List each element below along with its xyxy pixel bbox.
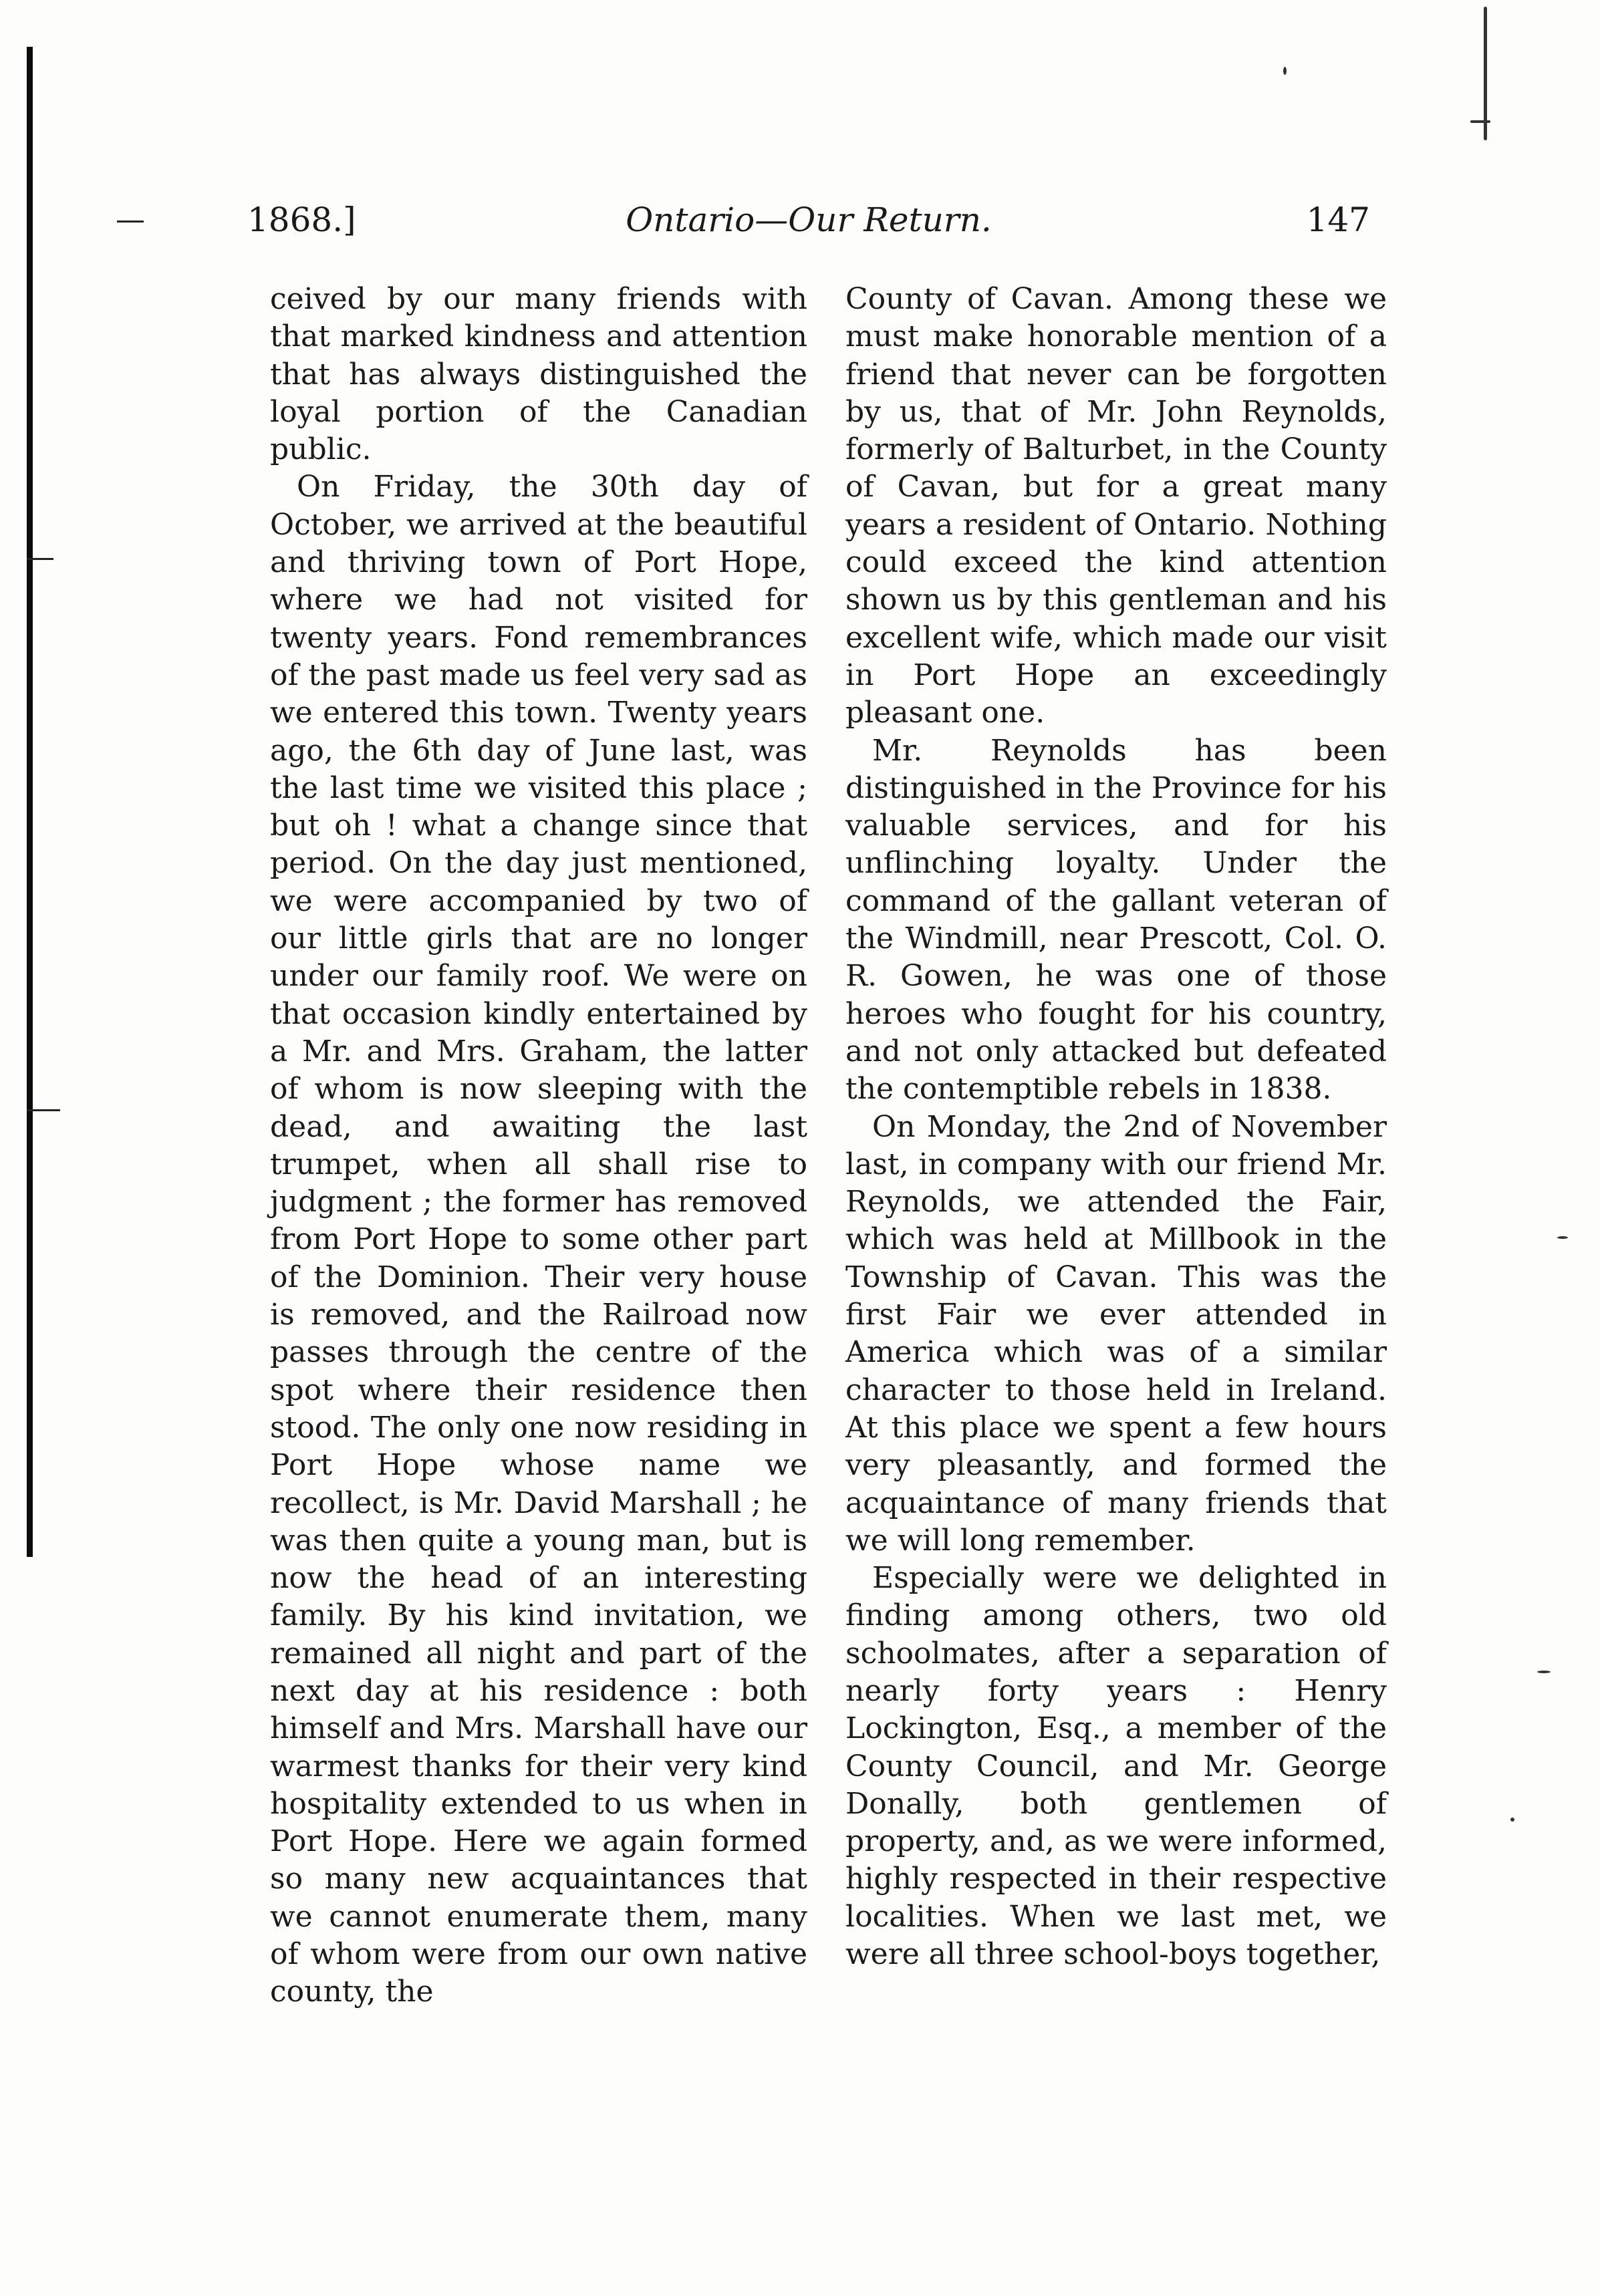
binding-mark [27,1109,60,1111]
paragraph: ceived by our many friends with that marked kindness and attention that has always distinguished the loyal portion of the Canadian public. [270,282,807,467]
right-column [845,281,1387,1973]
ink-speck [1537,1671,1551,1673]
paragraph: Especially were we delighted in finding among others, two old schoolmates, after a separation of nearly forty years : Henry Lockington, Esq., a member of the County Council, and Mr. George Donally, both gentlemen of property, and, as we were informed, highly respected in their respective localities. When we last met, we were all three school-boys together, [845,1561,1387,1972]
paragraph: Mr. Reynolds has been distinguished in the Province for his valuable services, and for his unflinching loyalty. Under the command of the gallant veteran of the Windmill, near Prescott, Col. O. R. Gowen, he was one of those heroes who fought for his country, and not only attacked but defeated the contemptible rebels in 1838. [845,733,1387,1107]
running-header [247,200,1370,254]
page-edge-bar [27,47,33,1557]
paragraph: On Friday, the 30th day of October, we arrived at the beautiful and thriving town of Port Hope, where we had not visited for twenty years. Fond remembrances of the past made us feel very sad as we entered this town. Twenty years ago, the 6th day of June last, was the last time we visited this place ; but oh ! what a change since that period. On the day just mentioned, we were accompanied by two of our little girls that are no longer under our family roof. We were on that occasion kindly entertained by a Mr. and Mrs. Graham, the latter of whom is now sleeping with the dead, and awaiting the last trumpet, when all shall rise to judgment ; the former has removed from Port Hope to some other part of the Dominion. Their very house is removed, and the Railroad now passes through the centre of the spot where their residence then stood. The only one now residing in Port Hope whose name we recollect, is Mr. David Marshall ; he was then quite a young man, but is now the head of an interesting family. By his kind invitation, we remained all night and part of the next day at his residence : both himself and Mrs. Marshall have our warmest thanks for their very kind hospitality extended to us when in Port Hope. Here we again formed so many new acquaintances that we cannot enumerate them, many of whom were from our own native county, the [270,470,807,2009]
page-number: 147 [1306,200,1370,239]
ink-speck [1510,1818,1514,1822]
ink-speck [1283,67,1287,75]
running-title: Ontario—Our Return. [626,200,992,239]
left-column [270,281,807,2011]
ink-speck [1557,1236,1568,1239]
paragraph: County of Cavan. Among these we must make honorable mention of a friend that never can be forgotten by us, that of Mr. John Reynolds, formerly of Balturbet, in the County of Cavan, but for a great many years a resident of Ontario. Nothing could exceed the kind attention shown us by this gentleman and his excellent wife, which made our visit in Port Hope an exceedingly pleasant one. [845,282,1387,730]
ink-speck [1470,120,1490,123]
binding-mark [117,221,144,223]
binding-mark [27,558,53,560]
header-year: 1868.] [247,200,356,239]
paragraph: On Monday, the 2nd of November last, in company with our friend Mr. Reynolds, we attended the Fair, which was held at Millbook in the Township of Cavan. This was the first Fair we ever attended in America which was of a similar character to those held in Ireland. At this place we spent a few hours very pleasantly, and formed the acquaintance of many friends that we will long remember. [845,1109,1387,1558]
